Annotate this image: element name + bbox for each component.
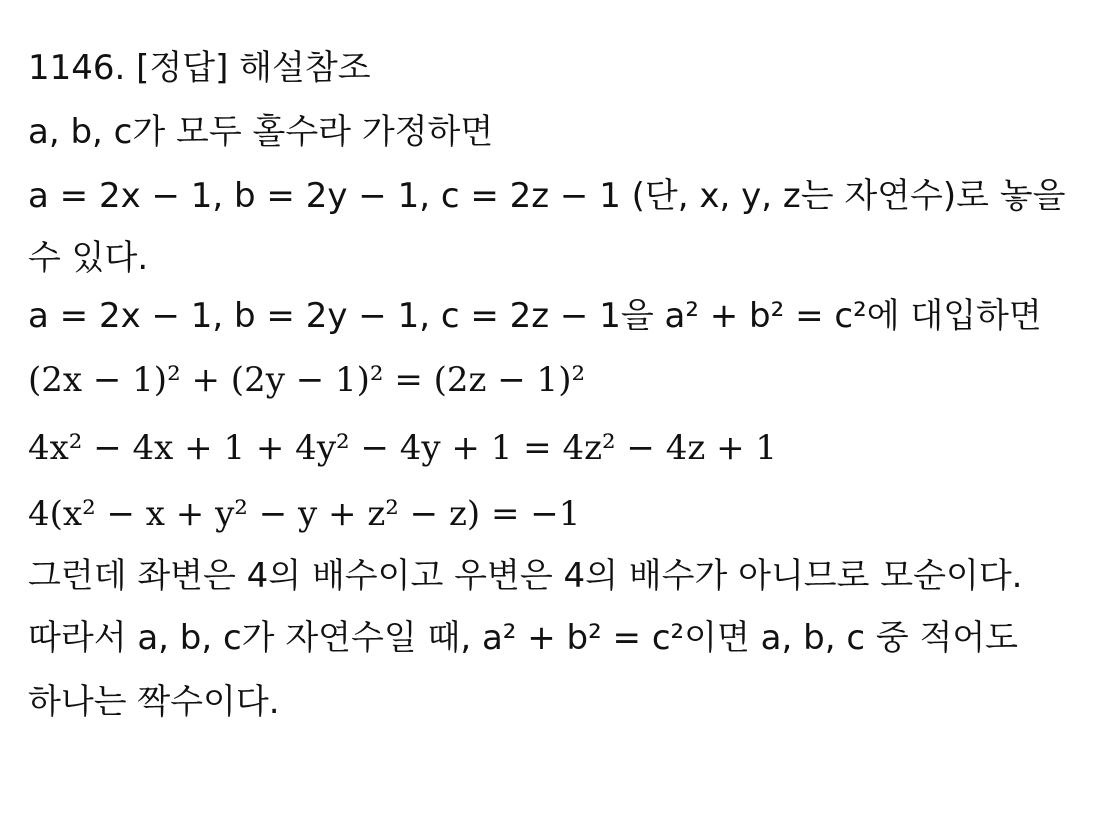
line-4: 수 있다. xyxy=(28,238,149,278)
line-11: 하나는 짝수이다. xyxy=(28,682,280,722)
line-2: a, b, c가 모두 홀수라 가정하면 xyxy=(28,112,494,152)
line-8: 4(x² − x + y² − y + z² − z) = −1 xyxy=(28,494,581,534)
line-9: 그런데 좌변은 4의 배수이고 우변은 4의 배수가 아니므로 모순이다. xyxy=(28,556,1023,596)
line-1: 1146. [정답] 해설참조 xyxy=(28,48,371,88)
line-3: a = 2x − 1, b = 2y − 1, c = 2z − 1 (단, x, y, z는 자연수)로 놓을 xyxy=(28,176,1066,216)
line-7: 4x² − 4x + 1 + 4y² − 4y + 1 = 4z² − 4z + 1 xyxy=(28,428,777,468)
line-5: a = 2x − 1, b = 2y − 1, c = 2z − 1을 a² + b² = c²에 대입하면 xyxy=(28,296,1042,336)
line-10: 따라서 a, b, c가 자연수일 때, a² + b² = c²이면 a, b, c 중 적어도 xyxy=(28,618,1019,658)
line-6: (2x − 1)² + (2y − 1)² = (2z − 1)² xyxy=(28,360,586,400)
